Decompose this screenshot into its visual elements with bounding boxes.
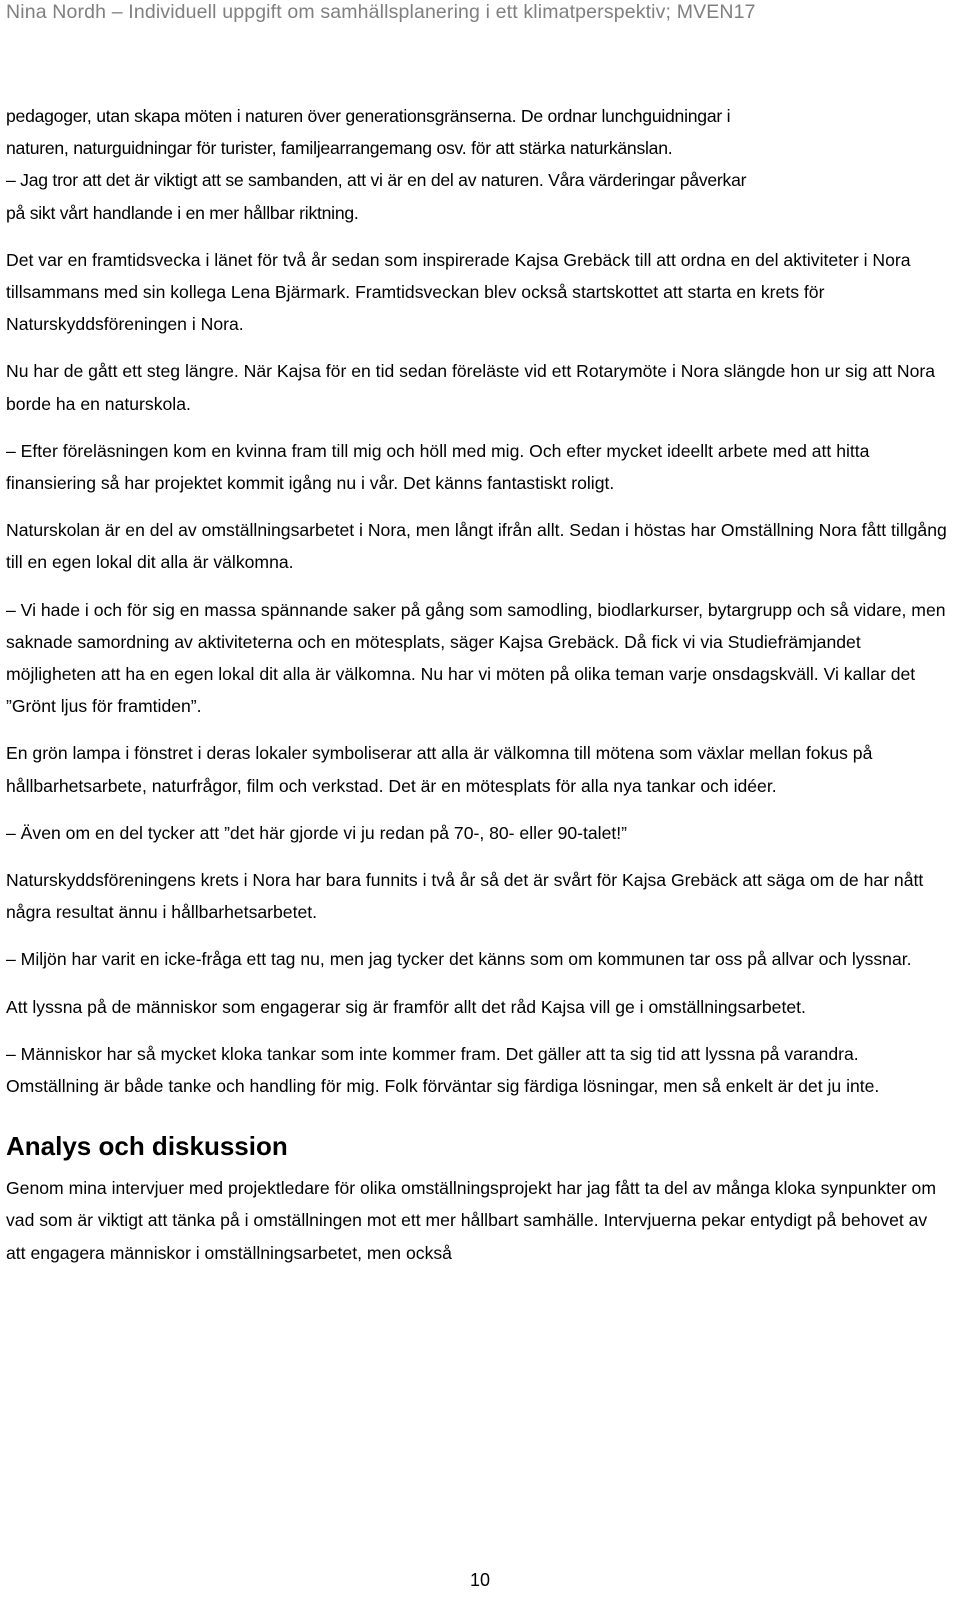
paragraph: Naturskolan är en del av omställningsarbetet i Nora, men långt ifrån allt. Sedan i höstas har Omställning Nora fått tillgång till en egen lokal dit alla är välkomna. bbox=[6, 520, 947, 573]
paragraph: Nu har de gått ett steg längre. När Kajsa för en tid sedan föreläste vid ett Rotarymöte i Nora slängde hon ur sig att Nora borde ha en naturskola. bbox=[6, 361, 936, 414]
page-number: 10 bbox=[469, 1570, 491, 1590]
quote-paragraph: – Människor har så mycket kloka tankar som inte kommer fram. Det gäller att ta sig tid att lyssna på varandra. Omställning är både tanke och handling för mig. Folk förväntar sig färdiga lösningar, men så enkelt är det ju inte. bbox=[6, 1043, 880, 1097]
section-paragraph: Genom mina intervjuer med projektledare för olika omställningsprojekt har jag fått ta del av många kloka synpunkter om vad som är viktigt att tänka på i omställningen mot ett mer hållbart samhälle. Intervjuerna pekar entydigt på behovet av att engagera människor i omställningsarbetet, men också bbox=[6, 1178, 936, 1263]
quote-paragraph: – Vi hade i och för sig en massa spännande saker på gång som samodling, biodlarkurser, bytargrupp och så vidare, men saknade samordning av aktiviteterna och en mötesplats, säger Kajsa Grebäck. Då fick vi via Studiefrämjandet möjligheten att ha en egen lokal dit alla är välkomna. Nu har vi möten på olika teman varje onsdagskväll. Vi kallar det ”Grönt ljus för framtiden”. bbox=[6, 599, 946, 717]
document-body bbox=[6, 100, 950, 1284]
paragraph: En grön lampa i fönstret i deras lokaler symboliserar att alla är välkomna till mötena som växlar mellan fokus på hållbarhetsarbete, naturfrågor, film och verkstad. Det är en mötesplats för alla nya tankar och idéer. bbox=[6, 743, 873, 796]
intro-line: på sikt vårt handlande i en mer hållbar riktning. bbox=[6, 202, 359, 223]
paragraph: Det var en framtidsvecka i länet för två år sedan som inspirerade Kajsa Grebäck till att ordna en del aktiviteter i Nora tillsammans med sin kollega Lena Bjärmark. Framtidsveckan blev också startskottet att starta en krets för Naturskyddsföreningen i Nora. bbox=[6, 249, 911, 335]
intro-line: – Jag tror att det är viktigt att se sambanden, att vi är en del av naturen. Våra värderingar påverkar bbox=[6, 170, 747, 191]
quote-paragraph: – Även om en del tycker att ”det här gjorde vi ju redan på 70-, 80- eller 90-talet!” bbox=[6, 822, 627, 843]
page-header: Nina Nordh – Individuell uppgift om samhällsplanering i ett klimatperspektiv; MVEN17 bbox=[6, 1, 756, 23]
paragraph: Naturskyddsföreningens krets i Nora har bara funnits i två år så det är svårt för Kajsa Grebäck att säga om de har nått några resultat ännu i hållbarhetsarbetet. bbox=[6, 870, 924, 923]
quote-paragraph: – Efter föreläsningen kom en kvinna fram till mig och höll med mig. Och efter mycket ideellt arbete med att hitta finansiering så har projektet kommit igång nu i vår. Det känns fantastiskt roligt. bbox=[6, 440, 870, 494]
section-heading: Analys och diskussion bbox=[6, 1131, 288, 1162]
quote-paragraph: – Miljön har varit en icke-fråga ett tag nu, men jag tycker det känns som om kommunen tar oss på allvar och lyssnar. bbox=[6, 949, 912, 970]
intro-line: pedagoger, utan skapa möten i naturen över generationsgränserna. De ordnar lunchguidningar i bbox=[6, 106, 731, 126]
intro-block bbox=[6, 100, 950, 229]
intro-line: naturen, naturguidningar för turister, familjearrangemang osv. för att stärka naturkänslan. bbox=[6, 138, 673, 159]
paragraph: Att lyssna på de människor som engagerar sig är framför allt det råd Kajsa vill ge i omställningsarbetet. bbox=[6, 996, 806, 1017]
